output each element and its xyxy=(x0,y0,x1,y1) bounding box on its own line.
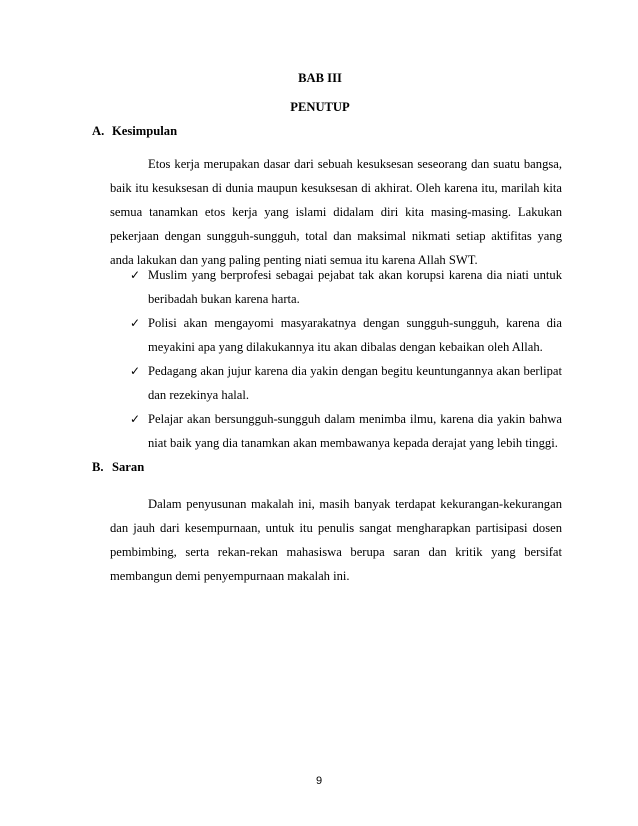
checklist-item xyxy=(130,407,562,455)
checklist-item-text: Pedagang akan jujur karena dia yakin dengan begitu keuntungannya akan berlipat dan rezekinya halal. xyxy=(148,364,562,402)
section-heading-kesimpulan xyxy=(92,124,177,139)
saran-paragraph: Dalam penyusunan makalah ini, masih banyak terdapat kekurangan-kekurangan dan jauh dari kesempurnaan, untuk itu penulis sangat mengharapkan partisipasi dosen pembimbing, serta rekan-rekan mahasiswa berupa saran dan kritik yang bersifat membangun demi penyempurnaan makalah ini. xyxy=(110,497,562,583)
kesimpulan-paragraph: Etos kerja merupakan dasar dari sebuah kesuksesan seseorang dan suatu bangsa, baik itu kesuksesan di dunia maupun kesuksesan di akhirat. Oleh karena itu, marilah kita semua tanamkan etos kerja yang islami didalam diri kita masing-masing. Lakukan pekerjaan dengan sungguh-sungguh, total dan maksimal nikmati setiap aktifitas yang anda lakukan dan yang paling penting niati semua itu karena Allah SWT. xyxy=(110,157,562,267)
checkmark-icon: ✓ xyxy=(130,364,141,378)
checklist-item xyxy=(130,263,562,311)
section-heading-saran xyxy=(92,460,144,475)
chapter-title: PENUTUP xyxy=(290,100,350,114)
section-letter: A. xyxy=(92,124,105,138)
checkmark-icon: ✓ xyxy=(130,316,141,330)
checklist-item-text: Polisi akan mengayomi masyarakatnya dengan sungguh-sungguh, karena dia meyakini apa yang dilakukannya itu akan dibalas dengan kebaikan oleh Allah. xyxy=(148,316,562,354)
checklist-item xyxy=(130,311,562,359)
chapter-label: BAB III xyxy=(298,71,342,85)
checkmark-icon: ✓ xyxy=(130,268,141,282)
checklist-item-text: Pelajar akan bersungguh-sungguh dalam menimba ilmu, karena dia yakin bahwa niat baik yang dia tanamkan akan membawanya kepada derajat yang lebih tinggi. xyxy=(148,412,562,450)
kesimpulan-checklist xyxy=(130,263,562,455)
section-heading-text: Saran xyxy=(112,460,145,474)
section-letter: B. xyxy=(92,460,104,474)
checklist-item xyxy=(130,359,562,407)
checkmark-icon: ✓ xyxy=(130,412,141,426)
page-number: 9 xyxy=(315,775,323,787)
section-heading-text: Kesimpulan xyxy=(112,124,178,138)
checklist-item-text: Muslim yang berprofesi sebagai pejabat tak akan korupsi karena dia niati untuk beribadah bukan karena harta. xyxy=(148,268,562,306)
